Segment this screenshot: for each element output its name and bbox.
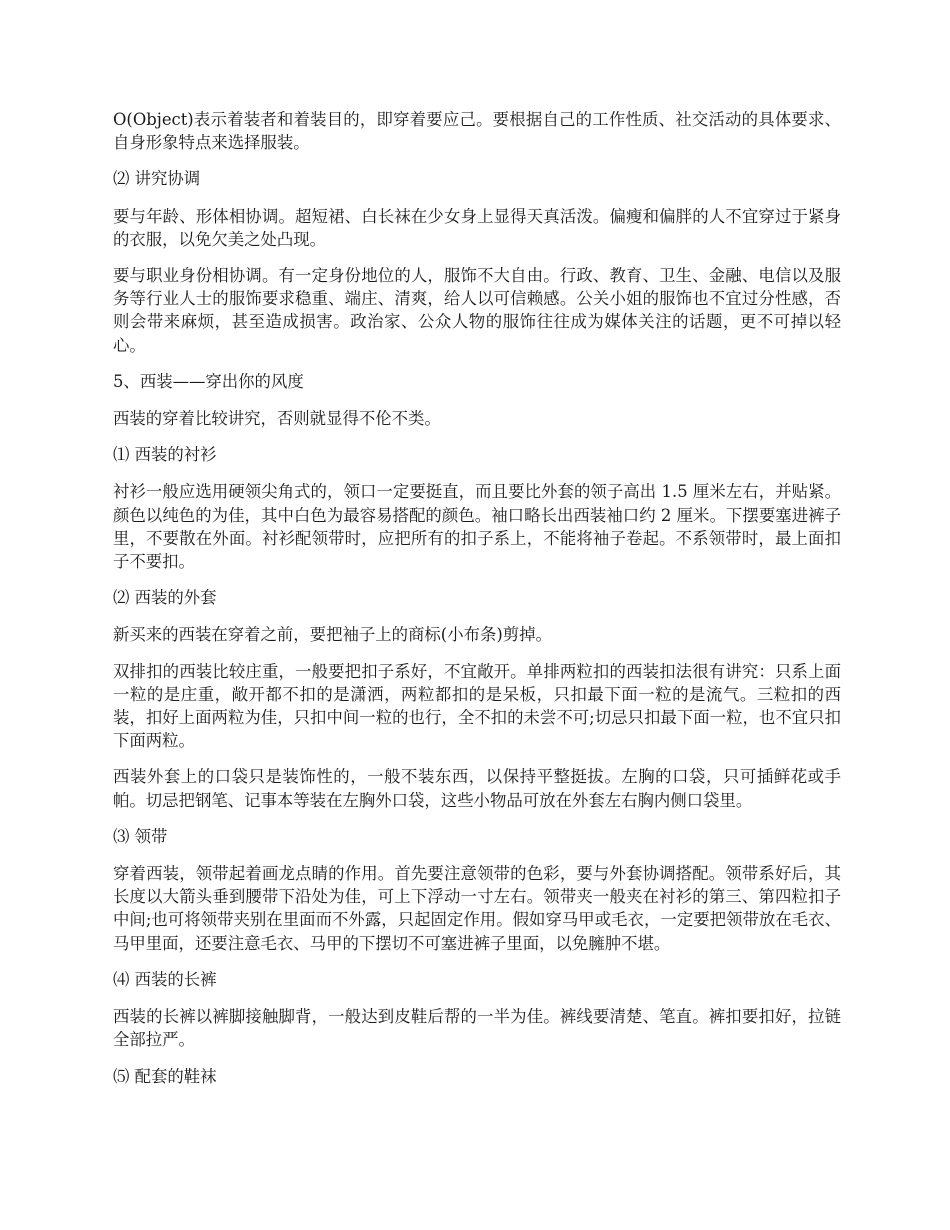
heading-coordination: ⑵ 讲究协调 (113, 169, 201, 189)
heading-jacket: ⑵ 西装的外套 (113, 588, 217, 608)
heading-trousers: ⑷ 西装的长裤 (113, 969, 217, 989)
paragraph-jacket-buttons: 双排扣的西装比较庄重，一般要把扣子系好，不宜敞开。单排两粒扣的西装扣法很有讲究：只系上面一粒的是庄重，敞开都不扣的是潇洒，两粒都扣的是呆板，只扣最下面一粒的是流气。三粒扣的西装，扣好上面两粒为佳，只扣中间一粒的也行，全不扣的未尝不可;切忌只扣最下面一粒，也不宜只扣下面两粒。 (113, 661, 841, 751)
heading-tie: ⑶ 领带 (113, 826, 168, 846)
heading-shirt: ⑴ 西装的衬衫 (113, 445, 217, 465)
heading-shoes-socks: ⑸ 配套的鞋袜 (113, 1066, 217, 1086)
paragraph-jacket-label: 新买来的西装在穿着之前，要把袖子上的商标(小布条)剪掉。 (113, 625, 552, 645)
paragraph-tie: 穿着西装，领带起着画龙点睛的作用。首先要注意领带的色彩，要与外套协调搭配。领带系好后，其长度以大箭头垂到腰带下沿处为佳，可上下浮动一寸左右。领带夹一般夹在衬衫的第三、第四粒扣子中间;也可将领带夹别在里面而不外露，只起固定作用。假如穿马甲或毛衣，一定要把领带放在毛衣、马甲里面，还要注意毛衣、马甲的下摆切不可塞进裤子里面，以免臃肿不堪。 (113, 864, 841, 953)
paragraph-shirt: 衬衫一般应选用硬领尖角式的，领口一定要挺直，而且要比外套的领子高出 1.5 厘米左右，并贴紧。颜色以纯色的为佳，其中白色为最容易搭配的颜色。袖口略长出西装袖口约 2 厘米。下摆要塞进裤子里，不要散在外面。衬衫配领带时，应把所有的扣子系上，不能将袖子卷起。不系领带时，最上面扣子不要扣。 (113, 482, 841, 572)
paragraph-age-body: 要与年龄、形体相协调。超短裙、白长袜在少女身上显得天真活泼。偏瘦和偏胖的人不宜穿过于紧身的衣服，以免欠美之处凸现。 (113, 206, 841, 249)
paragraph-object-purpose: O(Object)表示着装者和着装目的，即穿着要应己。要根据自己的工作性质、社交活动的具体要求、自身形象特点来选择服装。 (113, 110, 841, 153)
paragraph-profession: 要与职业身份相协调。有一定身份地位的人，服饰不大自由。行政、教育、卫生、金融、电信以及服务等行业人士的服饰要求稳重、端庄、清爽，给人以可信赖感。公关小姐的服饰也不宜过分性感，否则会带来麻烦，甚至造成损害。政治家、公众人物的服饰往往成为媒体关注的话题，更不可掉以轻心。 (113, 266, 841, 355)
paragraph-trousers: 西装的长裤以裤脚接触脚背，一般达到皮鞋后帮的一半为佳。裤线要清楚、笔直。裤扣要扣好，拉链全部拉严。 (113, 1007, 841, 1050)
paragraph-jacket-pockets: 西装外套上的口袋只是装饰性的，一般不装东西，以保持平整挺拔。左胸的口袋，只可插鲜花或手帕。切忌把钢笔、记事本等装在左胸外口袋，这些小物品可放在外套左右胸内侧口袋里。 (113, 767, 841, 810)
document-page (113, 108, 841, 1102)
heading-suit-section: 5、西装——穿出你的风度 (113, 371, 304, 391)
paragraph-suit-intro: 西装的穿着比较讲究，否则就显得不伦不类。 (113, 409, 441, 429)
